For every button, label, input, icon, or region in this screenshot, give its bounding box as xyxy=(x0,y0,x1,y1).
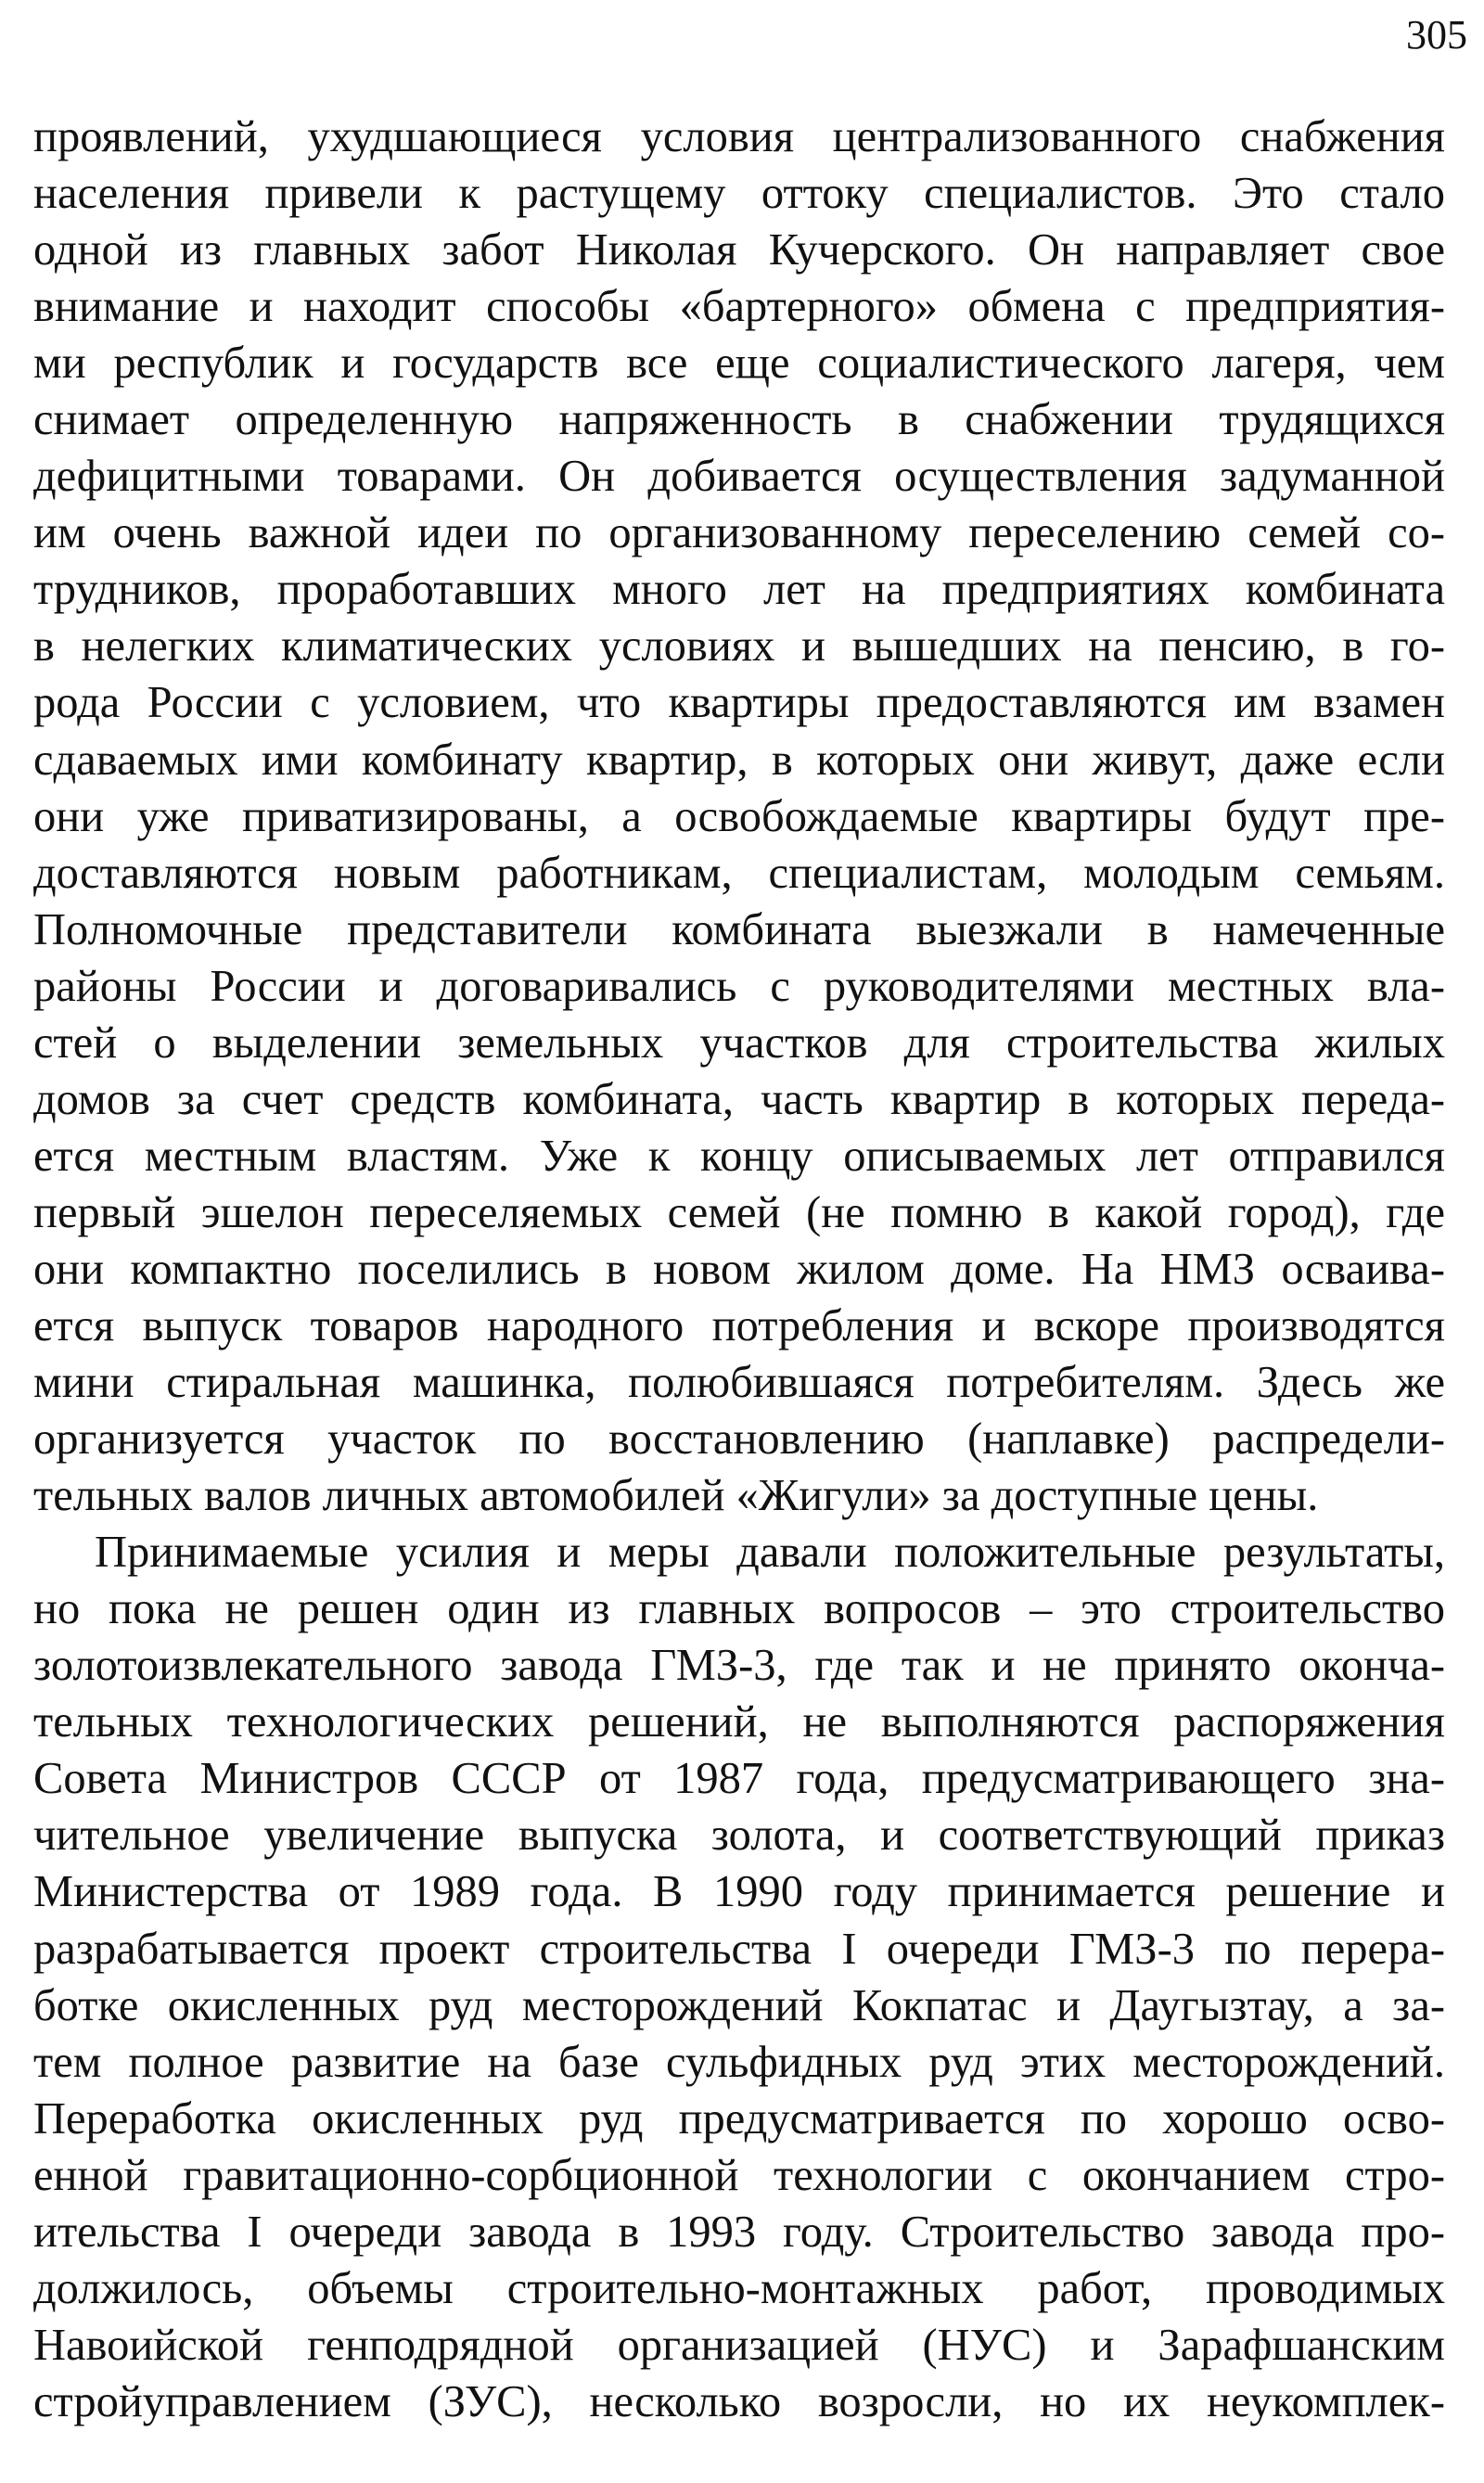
text-line: им очень важной идеи по организованному переселению семей со- xyxy=(33,508,1445,558)
text-line: Полномочные представители комбината выезжали в намеченные xyxy=(33,904,1445,954)
text-line: Принимаемые усилия и меры давали положительные результаты, xyxy=(95,1528,1445,1578)
text-line: ительства I очереди завода в 1993 году. Строительство завода про- xyxy=(33,2207,1445,2257)
text-line: дефицитными товарами. Он добивается осуществления задуманной xyxy=(33,452,1445,502)
text-line: Навоийской генподрядной организацией (НУС) и Зарафшанским xyxy=(33,2320,1445,2370)
text-line: внимание и находит способы «бартерного» обмена с предприятия- xyxy=(33,282,1445,332)
text-line: сдаваемых ими комбинату квартир, в которых они живут, даже если xyxy=(33,735,1445,785)
text-line: ется местным властям. Уже к концу описываемых лет отправился xyxy=(33,1131,1445,1181)
text-line: тельных валов личных автомобилей «Жигули» за доступные цены. xyxy=(33,1471,1319,1521)
page-number: 305 xyxy=(1406,12,1467,58)
text-line: енной гравитационно-сорбционной технологии с окончанием стро- xyxy=(33,2150,1445,2200)
text-line: разрабатывается проект строительства I очереди ГМЗ-3 по перера- xyxy=(33,1924,1445,1974)
text-line: ми республик и государств все еще социалистического лагеря, чем xyxy=(33,339,1445,389)
text-line: они компактно поселились в новом жилом доме. На НМЗ осваива- xyxy=(33,1244,1445,1294)
text-line: тем полное развитие на базе сульфидных руд этих месторождений. xyxy=(33,2037,1445,2087)
text-line: населения привели к растущему оттоку специалистов. Это стало xyxy=(33,169,1445,219)
text-line: первый эшелон переселяемых семей (не помню в какой город), где xyxy=(33,1187,1445,1237)
text-line: одной из главных забот Николая Кучерского. Он направляет свое xyxy=(33,225,1445,275)
text-line: ется выпуск товаров народного потребления и вскоре производятся xyxy=(33,1300,1445,1350)
text-line: снимает определенную напряженность в снабжении трудящихся xyxy=(33,395,1445,445)
text-line: они уже приватизированы, а освобождаемые квартиры будут пре- xyxy=(33,791,1445,841)
text-line: организуется участок по восстановлению (наплавке) распредели- xyxy=(33,1414,1445,1465)
text-line: доставляются новым работникам, специалистам, молодым семьям. xyxy=(33,848,1445,898)
text-line: мини стиральная машинка, полюбившаяся потребителям. Здесь же xyxy=(33,1358,1445,1408)
text-line: Министерства от 1989 года. В 1990 году принимается решение и xyxy=(33,1867,1445,1917)
text-line: но пока не решен один из главных вопросов – это строительство xyxy=(33,1584,1445,1634)
text-line: стей о выделении земельных участков для строительства жилых xyxy=(33,1018,1445,1068)
text-line: чительное увеличение выпуска золота, и соответствующий приказ xyxy=(33,1811,1445,1861)
text-line: проявлений, ухудшающиеся условия централизованного снабжения xyxy=(33,112,1445,161)
text-line: в нелегких климатических условиях и вышедших на пенсию, в го- xyxy=(33,621,1445,672)
text-line: должилось, объемы строительно-монтажных работ, проводимых xyxy=(33,2263,1445,2313)
text-line: Переработка окисленных руд предусматривается по хорошо осво- xyxy=(33,2093,1445,2144)
text-line: рода России с условием, что квартиры предоставляются им взамен xyxy=(33,678,1445,728)
text-line: стройуправлением (ЗУС), несколько возросли, но их неукомплек- xyxy=(33,2376,1445,2426)
paragraph-2 xyxy=(33,1524,1445,2430)
text-line: ботке окисленных руд месторождений Кокпатас и Даугызтау, а за- xyxy=(33,1980,1445,2030)
paragraph-1 xyxy=(33,109,1445,1524)
text-line: золотоизвлекательного завода ГМЗ-3, где так и не принято оконча- xyxy=(33,1641,1445,1691)
text-line: домов за счет средств комбината, часть квартир в которых переда- xyxy=(33,1074,1445,1124)
body-text xyxy=(33,109,1445,2430)
text-line: районы России и договаривались с руководителями местных вла- xyxy=(33,961,1445,1011)
text-line: трудников, проработавших много лет на предприятиях комбината xyxy=(33,565,1445,615)
text-line: тельных технологических решений, не выполняются распоряжения xyxy=(33,1697,1445,1747)
text-line: Совета Министров СССР от 1987 года, предусматривающего зна- xyxy=(33,1754,1445,1804)
